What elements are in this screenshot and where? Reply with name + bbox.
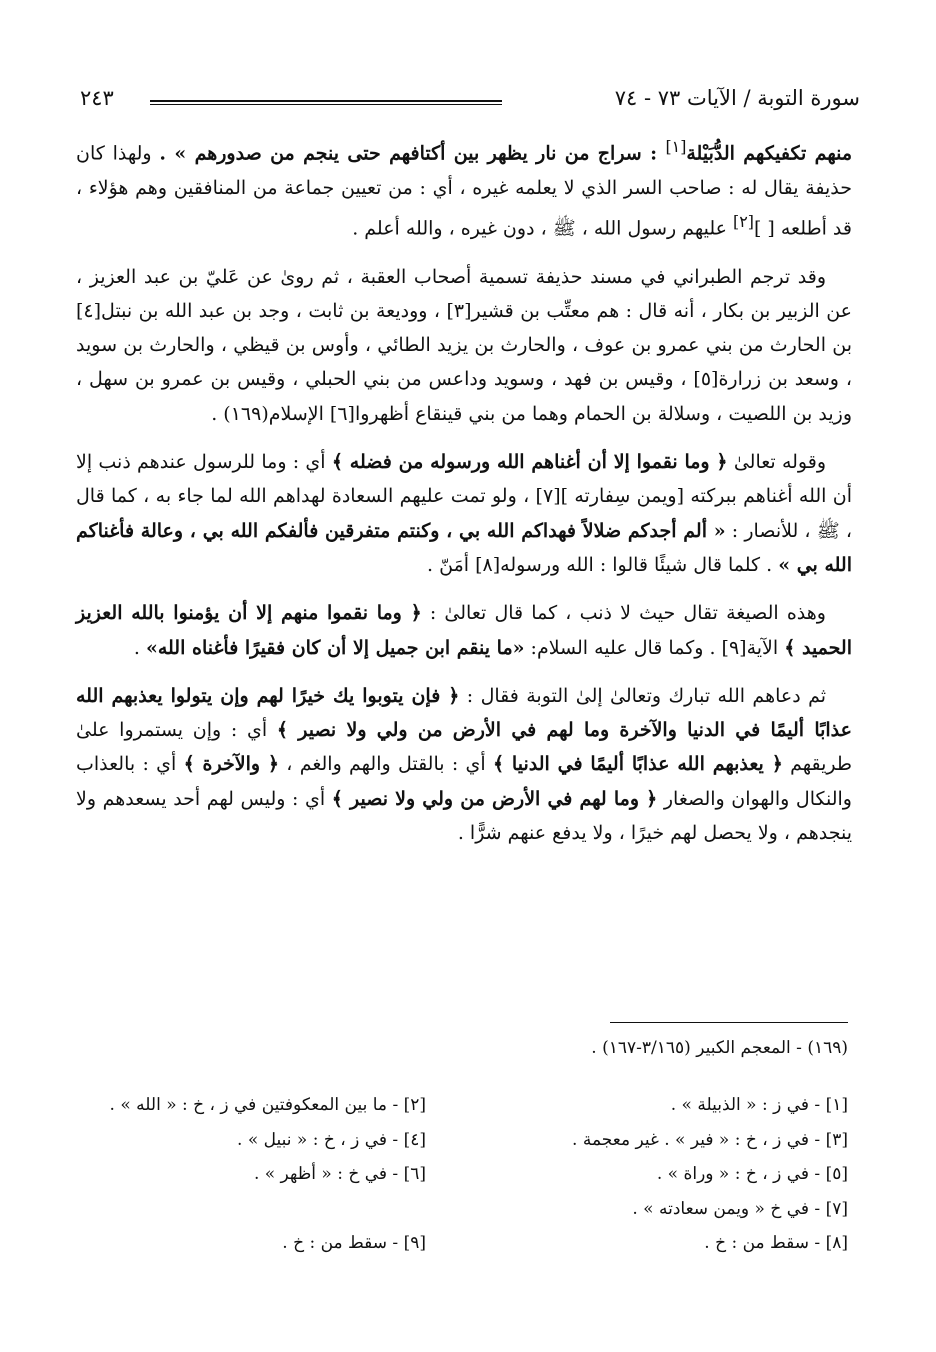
paragraph-1-end: عليهم رسول الله ، ﷺ ، دون غيره ، والله أعلم .: [352, 217, 734, 240]
footnote-ref-1: [١]: [665, 137, 687, 156]
footnote-separator: [610, 1022, 848, 1023]
p4-c: الآية[٩] . وكما قال عليه السلام:: [524, 636, 785, 659]
paragraph-1: [76, 130, 852, 246]
p3-quran: ﴿ وما نقموا إلا أن أغناهم الله ورسوله من فضله ﴾: [331, 451, 728, 474]
p5-g: أي : بالعذاب والنكال والهوان والصغار: [76, 753, 852, 810]
main-text: [76, 130, 852, 864]
p3-e: . كلما قال شيئًا قالوا : الله ورسوله[٨] أمَنّ .: [427, 553, 779, 576]
p3-hadith: « ألم أجدكم ضلالاً فهداكم الله بي ، وكنتم متفرقين فألفكم الله بي ، وعالة فأغناكم الله بي »: [76, 519, 852, 576]
paragraph-4: [76, 596, 852, 665]
page-header: [80, 82, 860, 118]
p5-quran-3: ﴿ والآخرة ﴾: [183, 753, 280, 776]
footnote-9: [٩] - سقط من : خ .: [282, 1232, 426, 1253]
paragraph-1-text: ولهذا كان حذيفة يقال له : صاحب السر الذي لا يعلمه غيره ، أي : من تعيين جماعة من المنافقين وهم هؤلاء ، قد أطلعه [: [76, 142, 852, 240]
surah-title: سورة التوبة / الآيات ٧٣ - ٧٤: [614, 86, 860, 110]
paragraph-3: [76, 445, 852, 582]
p3-a: وقوله تعالىٰ: [727, 451, 826, 474]
p5-i: أي : وليس لهم أحد يسعدهم ولا ينجدهم ، ولا يحصل لهم خيرًا ، ولا يدفع عنهم شرًّا .: [76, 787, 852, 844]
footnote-1: [١] - في ز : « الذبيلة » .: [670, 1095, 848, 1115]
p4-hadith: «ما ينقم ابن جميل إلا أن كان فقيرًا فأغناه الله»: [145, 636, 525, 659]
footnote-5: [٥] - في ز ، خ : « وراة » .: [656, 1164, 848, 1184]
page-number: ٢٤٣: [80, 86, 114, 110]
footnote-169: (١٦٩) - المعجم الكبير (٣/١٦٥-١٦٧) .: [591, 1038, 848, 1058]
paragraph-1-bracket: ]: [753, 217, 762, 240]
p4-a: وهذه الصيغة تقال حيث لا ذنب ، كما قال تعالىٰ :: [421, 602, 826, 625]
p5-quran-1: ﴿ فإن يتوبوا يك خيرًا لهم وإن يتولوا يعذبهم الله عذابًا أليمًا في الدنيا والآخرة وما لهم في الأرض من ولي ولا نصير ﴾: [76, 684, 852, 742]
footnote-6: [٦] - في خ : « أظهر » .: [253, 1164, 426, 1184]
footnote-2: [٢] - ما بين المعكوفتين في ز ، خ : « الله » .: [109, 1095, 426, 1115]
footnote-8: [٨] - سقط من : خ .: [704, 1233, 848, 1253]
footnotes-right-column: [488, 1088, 848, 1261]
paragraph-1-bold-2: : سراج من نار يظهر بين أكتافهم حتى ينجم من صدورهم » .: [159, 142, 666, 165]
p4-quran: ﴿ وما نقموا منهم إلا أن يؤمنوا بالله العزيز الحميد ﴾: [76, 602, 852, 659]
header-rule: [150, 100, 502, 105]
footnote-7: [٧] - في خ « ويمن سعادته » .: [632, 1198, 848, 1219]
paragraph-2: وقد ترجم الطبراني في مسند حذيفة تسمية أصحاب العقبة ، ثم روىٰ عن عَليّ بن عبد العزيز ، عن الزبير بن بكار ، أنه قال : هم معتِّب بن قشير[٣] ، ووديعة بن ثابت ، وجد بن عبد الله بن نبتل[٤] بن الحارث من بني عمرو بن عوف ، والحارث بن يزيد الطائي ، وأوس بن قيظي ، والحارث بن سويد ، وسعد بن زرارة[٥] ، وقيس بن فهد ، وسويد وداعس من بني الحبلي ، وقيس بن عمرو بن سهل ، وزيد بن اللصيت ، وسلالة بن الحمام وهما من بني قينقاع أظهروا[٦] الإسلام(١٦٩) .: [76, 265, 852, 425]
footnote-4: [٤] - في ز ، خ : « نبيل » .: [237, 1129, 426, 1150]
footnote-gap: [66, 1192, 426, 1226]
p3-c: أي : وما للرسول عندهم ذنب إلا أن الله أغناهم ببركته [ويمن سِفارته ][٧] ، ولو تمت عليهم السعادة لهداهم الله لما جاء به ، كما قال ، ﷺ ، للأنصار :: [76, 451, 852, 542]
p4-e: .: [133, 636, 146, 659]
p5-quran-4: ﴿ وما لهم في الأرض من ولي ولا نصير ﴾: [331, 787, 658, 810]
paragraph-5: [76, 679, 852, 850]
footnotes-left-column: [66, 1088, 426, 1260]
p5-e: أي : بالقتل والهم والغم ،: [279, 753, 493, 776]
paragraph-1-bold: منهم تكفيكهم الدُّبَيْلة: [686, 142, 852, 165]
p5-c: أي : وإن يستمروا علىٰ طريقهم: [76, 719, 853, 776]
footnote-3: [٣] - في ز ، خ : « فير » . غير معجمة .: [572, 1129, 848, 1150]
p5-a: ثم دعاهم الله تبارك وتعالىٰ إلىٰ التوبة فقال :: [459, 684, 826, 707]
p5-quran-2: ﴿ يعذبهم الله عذابًا أليمًا في الدنيا ﴾: [492, 753, 783, 776]
footnote-ref-2: [٢]: [733, 211, 754, 231]
